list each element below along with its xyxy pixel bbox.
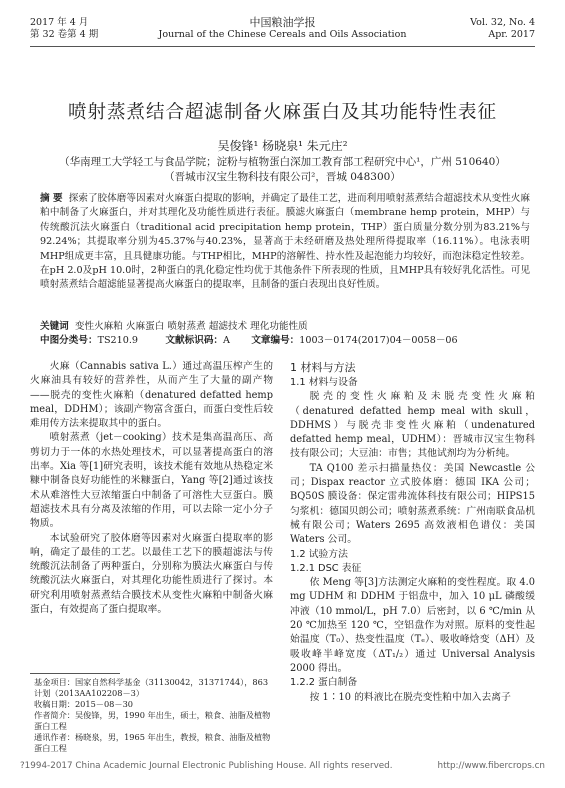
keywords-label: 关键词 xyxy=(40,321,69,332)
footnote-author: 作者简介：吴俊锋，男，1990 年出生，硕士，粮食、油脂及植物蛋白工程 xyxy=(34,710,271,731)
left-column xyxy=(30,360,273,617)
section-heading-1-1: 1.1 材料与设备 xyxy=(290,377,358,388)
section-heading-1-2: 1.2 试验方法 xyxy=(290,548,348,560)
footnote-rule xyxy=(30,673,120,674)
abstract-text: 探索了胶体磨等因素对火麻蛋白提取的影响，并确定了最佳工艺，进而利用喷射蒸煮结合超滤技术从变性火麻粕中制备了火麻蛋白，并对其理化及功能性质进行表征。膜滤火麻蛋白（membrane hemp protein，MHP）与传统酸沉法火麻蛋白（traditional acid precipitation hemp protein，THP）蛋白质量分数分别为83.21%与92.24%；其提取率分别为45.37%与40.23%，显著高于未经研磨及热处理所得提取率（16.11%）。电泳表明MHP组成更丰富，且具健康功能。与THP相比，MHP的溶解性、持水性及起泡能力均较好，而泡沫稳定性较差。在pH 2.0及pH 10.0时，2种蛋白的乳化稳定性均优于其他条件下所表现的性质，且MHP具有较好乳化活性。可见喷射蒸煮结合超滤能显著提高火麻蛋白的提取率，且制备的蛋白表现出良好性质。 xyxy=(40,193,530,291)
article-no-value: 1003－0174(2017)04－0058－06 xyxy=(299,335,458,346)
footnote-funding: 基金项目：国家自然科学基金（31130042，31371744），863 计划（2013AA102208－3） xyxy=(34,677,269,698)
footnote-received: 收稿日期：2015－08－30 xyxy=(34,699,133,709)
affiliation-1: （华南理工大学轻工与食品学院；淀粉与植物蛋白深加工教育部工程研究中心¹，广州 510640） xyxy=(59,156,506,168)
intro-paragraph-1: 火麻（Cannabis sativa L.）通过高温压榨产生的火麻油具有较好的营养性，从而产生了大量的副产物——脱壳的变性火麻粕（denatured defatted hemp meal，DDHM）；该副产物富含蛋白，而蛋白变性后较难用传方法来提取其中的蛋白。 xyxy=(30,361,273,430)
protein-prep-paragraph: 按 1∶10 的料液比在脱壳变性粕中加入去离子 xyxy=(309,691,511,703)
equipment-paragraph: TA Q100 差示扫描量热仪：美国 Newcastle 公司；Dispax reactor 立式胶体磨：德国 IKA 公司；BQ50S 膜设备：保定雷弗流体科技有限公司；HIPS15 匀浆机：德国贝朗公司；喷射蒸煮系统：广州南联食品机械有限公司；Waters 2695 高效液相色谱仪：美国 Waters 公司。 xyxy=(290,462,535,546)
dsc-paragraph: 依 Meng 等[3]方法测定火麻粕的变性程度。取 4.0 mg UDHM 和 DDHM 于铝盘中，加入 10 μL 磷酸缓冲液（10 mmol/L，pH 7.0）后密封，以 6 ℃/min 从 20 ℃加热至 120 ℃，空铝盘作为对照。原料的变性起始温度（T₀）、热变性温度（Tₑ）、吸收峰焓变（ΔH）及吸收峰半峰宽度（ΔT₁/₂）通过 Universal Analysis 2000 得出。 xyxy=(290,577,535,674)
volume-issue: 第 32 卷第 4 期 xyxy=(30,29,99,40)
doc-code-label: 文献标识码： xyxy=(165,335,224,346)
authors: 吴俊锋¹ 杨晓泉¹ 朱元庄² xyxy=(217,139,348,153)
section-heading-1-2-1: 1.2.1 DSC 表征 xyxy=(290,562,362,574)
keywords xyxy=(40,320,530,334)
clc-value: TS210.9 xyxy=(97,335,138,346)
intro-paragraph-2: 喷射蒸煮（jet－cooking）技术是集高温高压、高剪切力于一体的水热处理技术，可以显著提高蛋白的溶出率。Xia 等[1]研究表明，该技术能有效地从热稳定米糠中制备良好功能性的米糠蛋白，Yang 等[2]通过该技术从难溶性大豆浓缩蛋白中制备了可溶性大豆蛋白。膜超滤技术具有分离及浓缩的作用，可以去除一定小分子物质。 xyxy=(30,432,273,530)
copyright-line: ?1994-2017 China Academic Journal Electronic Publishing House. All rights reserved. xyxy=(20,761,393,771)
materials-paragraph: 脱壳的变性火麻粕及未脱壳变性火麻粕（denatured defatted hemp meal with skull，DDHMS）与脱壳非变性火麻粕（undenatured defatted hemp meal，UDHM）：晋城市汉宝生物科技有限公司；大豆油：市售；其他试剂均为分析纯。 xyxy=(290,391,535,460)
intro-paragraph-3: 本试验研究了胶体磨等因素对火麻蛋白提取率的影响，确定了最佳的工艺。以最佳工艺下的膜超滤法与传统酸沉法制备了两种蛋白，分别称为膜法火麻蛋白与传统酸沉法火麻蛋白，对其理化功能性质进行了探讨。本研究利用喷射蒸煮结合膜技术从变性火麻粕中制备火麻蛋白，有效提高了蛋白提取率。 xyxy=(30,532,273,616)
month-year: Apr. 2017 xyxy=(488,29,535,40)
classification xyxy=(40,334,530,348)
section-heading-1: 1 材料与方法 xyxy=(290,361,356,374)
issue-date: 2017 年 4 月 xyxy=(30,17,89,28)
article-no-label: 文章编号： xyxy=(251,335,300,346)
abstract xyxy=(40,192,530,293)
right-column xyxy=(290,360,535,705)
doc-code-value: A xyxy=(223,335,230,346)
journal-name-en: Journal of the Chinese Cereals and Oils Association xyxy=(158,29,407,40)
footnote-corresponding: 通讯作者：杨晓泉，男，1965 年出生，教授，粮食、油脂及植物蛋白工程 xyxy=(34,732,271,753)
clc-label: 中图分类号： xyxy=(40,335,98,346)
watermark-url: http://www.fibercrops.cn xyxy=(437,761,545,771)
vol-no: Vol. 32, No. 4 xyxy=(470,17,535,28)
affiliation-2: （晋城市汉宝生物科技有限公司²，晋城 048300） xyxy=(164,171,401,183)
footnotes xyxy=(34,677,274,754)
section-heading-1-2-2: 1.2.2 蛋白制备 xyxy=(290,677,358,689)
keywords-text: 变性火麻粕 火麻蛋白 喷射蒸煮 超滤技术 理化功能性质 xyxy=(74,321,308,332)
page-title: 喷射蒸煮结合超滤制备火麻蛋白及其功能特性表征 xyxy=(67,102,497,123)
header-right xyxy=(470,17,535,41)
header-rule xyxy=(30,46,535,47)
abstract-label: 摘 要 xyxy=(40,193,63,204)
journal-name-cn: 中国粮油学报 xyxy=(249,16,316,29)
